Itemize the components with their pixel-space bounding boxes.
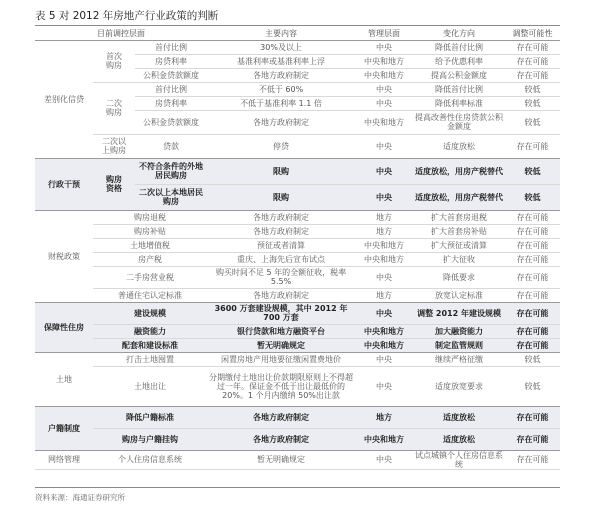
table-row <box>35 82 560 96</box>
item-cell: 房产税 <box>93 252 207 266</box>
level-cell: 中央 <box>355 96 413 110</box>
possibility-cell: 存在可能 <box>505 324 560 338</box>
header-cell: 管理层面 <box>355 28 413 40</box>
content-cell: 不低于 60% <box>207 82 355 96</box>
content-cell: 暂无明确规定 <box>207 338 355 352</box>
source-note: 资料来源：海通证券研究所 <box>35 493 125 502</box>
level-cell: 中央和地方 <box>355 338 413 352</box>
table-row <box>35 450 560 469</box>
possibility-cell: 存在可能 <box>505 224 560 238</box>
item-cell: 打击土地囤置 <box>93 352 207 366</box>
policy-table <box>35 28 560 470</box>
possibility-cell: 存在可能 <box>505 54 560 68</box>
content-cell: 预征或者清算 <box>207 238 355 252</box>
change-cell: 制定监管规则 <box>413 338 505 352</box>
possibility-cell: 较低 <box>505 366 560 406</box>
change-cell: 调整 2012 年建设规模 <box>413 302 505 324</box>
level-cell: 中央 <box>355 266 413 288</box>
change-cell: 扩大预征或清算 <box>413 238 505 252</box>
item-cell: 普通住宅认定标准 <box>93 288 207 302</box>
content-cell: 限购 <box>207 158 355 184</box>
change-cell: 给予优惠利率 <box>413 54 505 68</box>
possibility-cell: 存在可能 <box>505 210 560 224</box>
change-cell: 提高公积金额度 <box>413 68 505 82</box>
possibility-cell: 存在可能 <box>505 40 560 54</box>
table-row <box>35 366 560 406</box>
content-cell: 购买时间不足 5 年的全额征收，税率 5.5% <box>207 266 355 288</box>
change-cell: 扩大征收 <box>413 252 505 266</box>
content-cell: 闲置房地产用地要征缴闲置费地价 <box>207 352 355 366</box>
level-cell: 中央 <box>355 366 413 406</box>
content-cell: 不低于基准利率 1.1 倍 <box>207 96 355 110</box>
table-row <box>35 224 560 238</box>
possibility-cell: 较低 <box>505 96 560 110</box>
content-cell: 各地方政府制定 <box>207 428 355 450</box>
item-cell: 降低户籍标准 <box>93 406 207 428</box>
possibility-cell: 存在可能 <box>505 406 560 428</box>
header-cell: 变化方向 <box>413 28 505 40</box>
level-cell: 中央和地方 <box>355 238 413 252</box>
table-row <box>35 338 560 352</box>
table-row <box>35 158 560 184</box>
subcategory-cell: 二次 购房 <box>93 82 135 134</box>
item-cell: 房贷利率 <box>135 54 207 68</box>
level-cell: 中央 <box>355 302 413 324</box>
possibility-cell: 存在可能 <box>505 252 560 266</box>
table-row <box>35 238 560 252</box>
item-cell: 公积金贷款额度 <box>135 68 207 82</box>
possibility-cell: 存在可能 <box>505 428 560 450</box>
content-cell: 基准利率或基准利率上浮 <box>207 54 355 68</box>
table-row <box>35 210 560 224</box>
item-cell: 房贷利率 <box>135 96 207 110</box>
item-cell: 购房退税 <box>93 210 207 224</box>
item-cell: 购房补贴 <box>93 224 207 238</box>
item-cell: 土地出让 <box>93 366 207 406</box>
change-cell: 加大融资能力 <box>413 324 505 338</box>
table-row <box>35 266 560 288</box>
level-cell: 中央和地方 <box>355 110 413 134</box>
change-cell: 适度放松，用房产税替代 <box>413 184 505 210</box>
header-cell: 主要内容 <box>207 28 355 40</box>
level-cell: 地方 <box>355 406 413 428</box>
item-cell: 土地增值税 <box>93 238 207 252</box>
item-cell: 个人住房信息系统 <box>93 450 207 469</box>
item-cell: 购房与户籍挂钩 <box>93 428 207 450</box>
level-cell: 中央和地方 <box>355 54 413 68</box>
item-cell: 配套和建设标准 <box>93 338 207 352</box>
change-cell: 适度放松 <box>413 406 505 428</box>
subcategory-cell: 购房 资格 <box>93 158 135 210</box>
content-cell: 重庆、上海先后宣布试点 <box>207 252 355 266</box>
change-cell: 提高改善性住房贷款公积金额度 <box>413 110 505 134</box>
level-cell: 中央 <box>355 352 413 366</box>
possibility-cell: 较低 <box>505 158 560 184</box>
possibility-cell: 较低 <box>505 82 560 96</box>
table-row <box>35 352 560 366</box>
possibility-cell: 较低 <box>505 352 560 366</box>
content-cell: 停贷 <box>207 134 355 158</box>
item-cell: 首付比例 <box>135 82 207 96</box>
category-cell: 保障性住房 <box>35 302 93 352</box>
content-cell: 各地方政府制定 <box>207 110 355 134</box>
level-cell: 中央和地方 <box>355 324 413 338</box>
change-cell: 降低首付比例 <box>413 40 505 54</box>
level-cell: 中央 <box>355 82 413 96</box>
content-cell: 3600 万套建设规模，其中 2012 年 700 万套 <box>207 302 355 324</box>
content-cell: 各地方政府制定 <box>207 288 355 302</box>
change-cell: 降低首付比例 <box>413 82 505 96</box>
content-cell: 30%及以上 <box>207 40 355 54</box>
item-cell: 建设规模 <box>93 302 207 324</box>
subcategory-cell: 二次以 上购房 <box>93 134 135 158</box>
table-row <box>35 302 560 324</box>
content-cell: 各地方政府制定 <box>207 224 355 238</box>
possibility-cell: 较低 <box>505 110 560 134</box>
header-cell: 目前调控层面 <box>35 28 207 40</box>
change-cell: 继续严格征缴 <box>413 352 505 366</box>
item-cell: 贷款 <box>135 134 207 158</box>
table-row <box>35 40 560 54</box>
level-cell: 中央 <box>355 184 413 210</box>
table-row <box>35 324 560 338</box>
item-cell: 不符合条件的外地居民购房 <box>135 158 207 184</box>
level-cell: 中央 <box>355 450 413 469</box>
change-cell: 试点城镇个人住房信息系统 <box>415 450 504 469</box>
header-row <box>35 28 560 40</box>
bottom-rule <box>35 487 560 488</box>
level-cell: 中央 <box>355 134 413 158</box>
level-cell: 中央 <box>355 40 413 54</box>
possibility-cell: 存在可能 <box>505 134 560 158</box>
level-cell: 中央和地方 <box>355 68 413 82</box>
change-cell: 扩大首套房退税 <box>413 210 505 224</box>
level-cell: 地方 <box>355 288 413 302</box>
change-cell: 扩大首套房补贴 <box>413 224 505 238</box>
possibility-cell: 存在可能 <box>505 338 560 352</box>
level-cell: 中央和地方 <box>355 428 413 450</box>
change-cell: 放宽认定标准 <box>413 288 505 302</box>
change-cell: 降低要求 <box>413 266 505 288</box>
content-cell: 限购 <box>207 184 355 210</box>
content-cell: 银行贷款和地方融资平台 <box>207 324 355 338</box>
item-cell: 公积金贷款额度 <box>135 110 207 134</box>
content-cell: 各地方政府制定 <box>207 210 355 224</box>
subcategory-cell: 首次 购房 <box>93 40 135 82</box>
category-cell: 差别化信贷 <box>35 40 93 158</box>
item-cell: 二次以上本地居民购房 <box>135 184 207 210</box>
category-cell: 户籍制度 <box>35 406 93 450</box>
change-cell: 适度放松 <box>413 134 505 158</box>
level-cell: 中央 <box>355 158 413 184</box>
table-title: 表 5 对 2012 年房地产行业政策的判断 <box>35 10 219 22</box>
content-cell: 分期缴付土地出让价款期限原则上不得超过一年。保证金不低于出让最低价的 20%。1 个月内缴纳 50%出让款 <box>207 366 355 406</box>
change-cell: 适度放宽要求 <box>413 366 505 406</box>
possibility-cell: 存在可能 <box>505 266 560 288</box>
possibility-cell: 存在可能 <box>505 288 560 302</box>
possibility-cell: 存在可能 <box>505 68 560 82</box>
level-cell: 中央和地方 <box>355 252 413 266</box>
header-cell: 调整可能性 <box>505 28 560 40</box>
possibility-cell: 存在可能 <box>505 302 560 324</box>
table-row <box>35 406 560 428</box>
level-cell: 地方 <box>355 210 413 224</box>
table-row <box>35 288 560 302</box>
table-row <box>35 134 560 158</box>
possibility-cell: 存在可能 <box>505 238 560 252</box>
level-cell: 地方 <box>355 224 413 238</box>
possibility-cell: 较低 <box>505 184 560 210</box>
table-row <box>35 428 560 450</box>
change-cell: 降低利率标准 <box>413 96 505 110</box>
change-cell: 适度放松 <box>413 428 505 450</box>
category-cell: 网络管理 <box>35 450 93 469</box>
item-cell: 融资能力 <box>93 324 207 338</box>
content-cell: 各地方政府制定 <box>207 68 355 82</box>
content-cell: 暂无明确规定 <box>207 450 355 469</box>
change-cell: 适度放松，用房产税替代 <box>413 158 505 184</box>
content-cell: 各地方政府制定 <box>207 406 355 428</box>
possibility-cell: 存在可能 <box>505 450 560 469</box>
item-cell: 二手房营业税 <box>93 266 207 288</box>
item-cell: 首付比例 <box>135 40 207 54</box>
top-rule <box>35 25 560 26</box>
category-cell: 行政干预 <box>35 158 93 210</box>
category-cell: 土地 <box>35 352 93 406</box>
table-row <box>35 252 560 266</box>
category-cell: 财税政策 <box>35 210 93 302</box>
